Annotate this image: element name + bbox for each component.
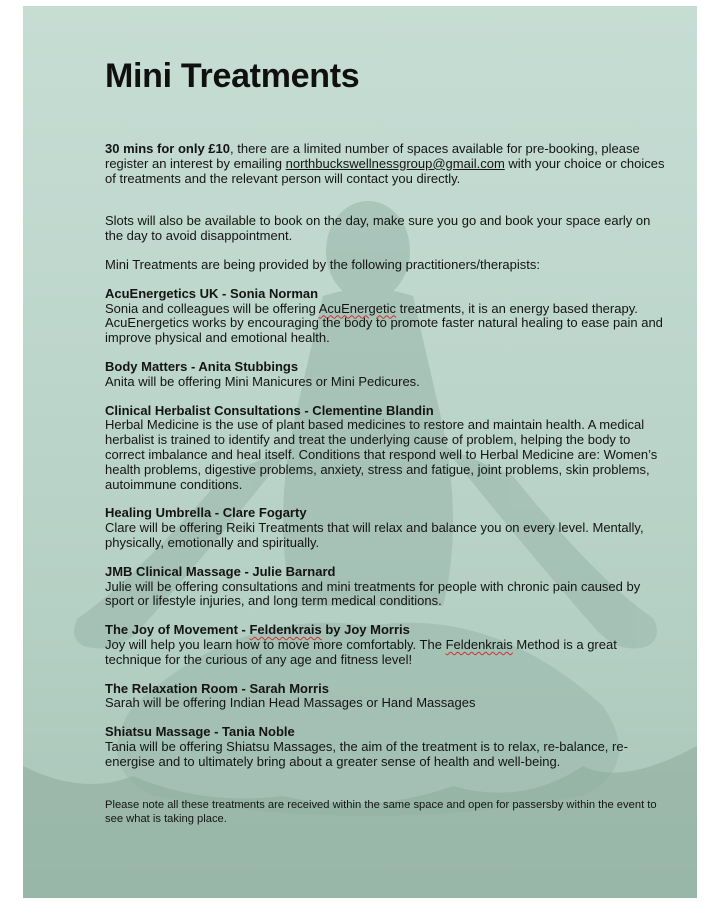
flyer-content bbox=[105, 54, 665, 826]
treatment-title: Clinical Herbalist Consultations - Clementine Blandin bbox=[105, 402, 434, 418]
treatment-healing-umbrella bbox=[105, 506, 665, 550]
spellcheck-word: AcuEnergetic bbox=[318, 300, 397, 316]
treatment-description: Herbal Medicine is the use of plant based medicines to restore and maintain health. A medical herbalist is trained to identify and treat the underlying cause of problem, helping the body to correct imbalance and heal itself. Conditions that respond well to Herbal Medicine are: Women’s health problems, digestive problems, anxiety, stress and fatigue, joint problems, skin problems, autoimmune conditions. bbox=[105, 417, 658, 492]
treatment-title: JMB Clinical Massage - Julie Barnard bbox=[105, 563, 336, 579]
price-highlight: 30 mins for only £10 bbox=[105, 141, 230, 156]
flyer-page bbox=[23, 6, 697, 898]
slots-paragraph: Slots will also be available to book on the day, make sure you go and book your space early on the day to avoid disappointment. bbox=[105, 213, 651, 244]
treatment-clinical-herbalist bbox=[105, 404, 665, 493]
page-title: Mini Treatments bbox=[105, 57, 360, 95]
spellcheck-word: Feldenkrais bbox=[249, 622, 322, 638]
treatment-acuenergetics bbox=[105, 287, 665, 346]
treatment-description: Julie will be offering consultations and mini treatments for people with chronic pain caused by sport or lifestyle injuries, and long term medical conditions. bbox=[105, 578, 641, 609]
treatment-description: Sarah will be offering Indian Head Massages or Hand Massages bbox=[105, 695, 476, 711]
treatment-body-matters bbox=[105, 360, 665, 390]
treatment-description: Anita will be offering Mini Manicures or Mini Pedicures. bbox=[105, 373, 420, 389]
treatment-description: Joy will help you learn how to move more comfortably. The Feldenkrais Method is a great technique for the curious of any age and fitness level! bbox=[105, 636, 617, 667]
providers-intro: Mini Treatments are being provided by the following practitioners/therapists: bbox=[105, 256, 540, 272]
treatment-title: Healing Umbrella - Clare Fogarty bbox=[105, 505, 307, 521]
treatment-jmb-clinical-massage bbox=[105, 565, 665, 609]
footer-note: Please note all these treatments are received within the same space and open for passersby within the event to see what is taking place. bbox=[105, 798, 657, 825]
intro-text-2: with your choice or choices of treatments and the relevant person will contact you directly. bbox=[105, 155, 665, 186]
treatment-title: The Relaxation Room - Sarah Morris bbox=[105, 680, 329, 696]
treatment-description: Sonia and colleagues will be offering AcuEnergetic treatments, it is an energy based therapy. AcuEnergetics works by encouraging the body to promote faster natural healing to ease pain and improve physical and emotional health. bbox=[105, 300, 663, 346]
treatment-title: Body Matters - Anita Stubbings bbox=[105, 358, 299, 374]
spellcheck-word: Feldenkrais bbox=[445, 636, 513, 652]
treatment-shiatsu-massage bbox=[105, 725, 665, 769]
treatment-title: The Joy of Movement - Feldenkrais by Joy Morris bbox=[105, 622, 410, 638]
treatment-description: Tania will be offering Shiatsu Massages, the aim of the treatment is to relax, re-balance, re-energise and to ultimately bring about a greater sense of health and well-being. bbox=[105, 738, 628, 769]
treatment-relaxation-room bbox=[105, 682, 665, 712]
treatment-description: Clare will be offering Reiki Treatments that will relax and balance you on every level. Mentally, physically, emotionally and spiritually. bbox=[105, 520, 644, 550]
treatment-title: Shiatsu Massage - Tania Noble bbox=[105, 724, 295, 740]
treatment-joy-of-movement bbox=[105, 623, 665, 667]
treatment-title: AcuEnergetics UK - Sonia Norman bbox=[105, 285, 319, 301]
intro-paragraph bbox=[105, 142, 665, 186]
intro-text-1: , there are a limited number of spaces available for pre-booking, please register an interest by emailing bbox=[105, 141, 640, 171]
email-link[interactable]: northbuckswellnessgroup@gmail.com bbox=[285, 155, 505, 171]
